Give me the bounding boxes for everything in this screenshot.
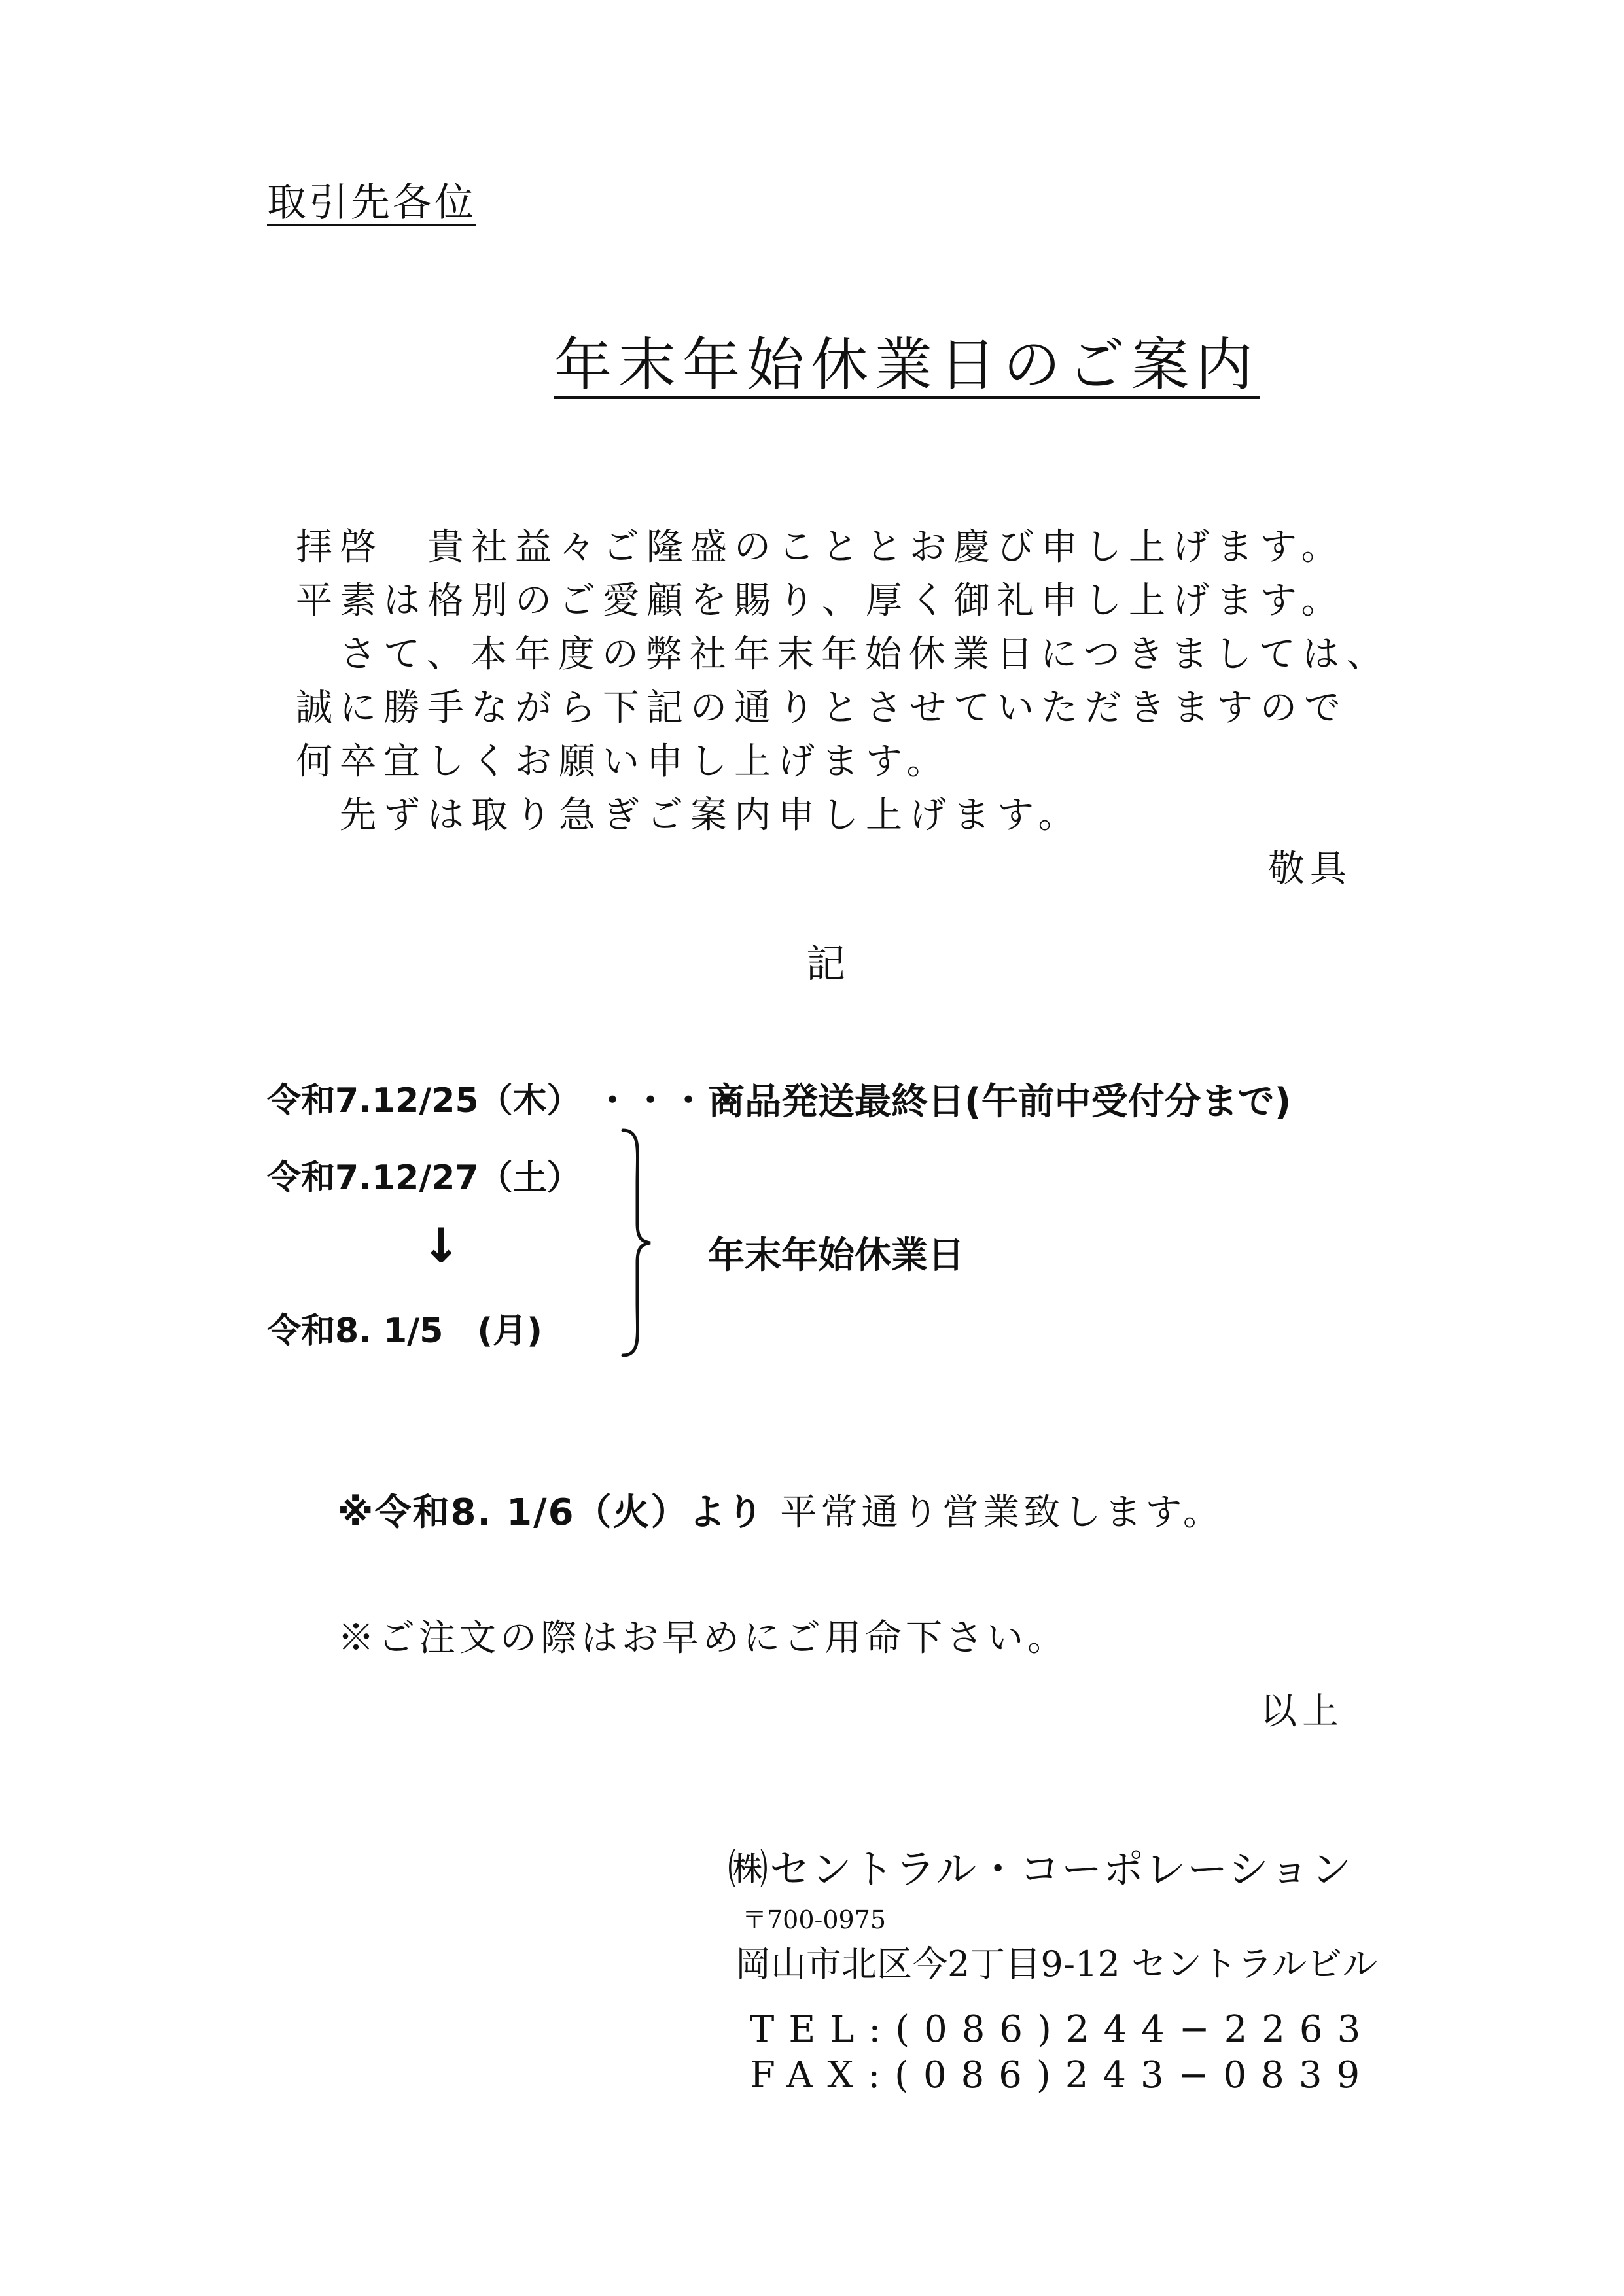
resume-date: ※令和8. 1/6（火）より — [338, 1491, 765, 1534]
body-line: 平素は格別のご愛顧を賜り、厚く御礼申し上げます。 — [296, 580, 1345, 622]
body-line: さて、本年度の弊社年末年始休業日につきましては、 — [296, 633, 1390, 676]
tel-number: TEL:(086)244−2263 — [750, 2008, 1375, 2051]
schedule-row1-description: 商品発送最終日(午前中受付分まで) — [708, 1081, 1292, 1123]
body-line: 拝啓 貴社益々ご隆盛のこととお慶び申し上げます。 — [296, 526, 1345, 568]
document-title — [0, 319, 1624, 402]
body-line: 誠に勝手ながら下記の通りとさせていただきますので — [296, 687, 1348, 729]
resume-note — [338, 1484, 1224, 1536]
schedule-row1-dots: ・・・・ — [595, 1081, 748, 1121]
document-title-text: 年末年始休業日のご案内 — [554, 331, 1260, 398]
resume-text: 平常通り営業致します。 — [764, 1491, 1224, 1534]
keigu-closing: 敬具 — [1268, 848, 1352, 890]
body-line: 先ずは取り急ぎご案内申し上げます。 — [296, 794, 1082, 837]
ijou-closing: 以上 — [1260, 1690, 1344, 1733]
company-name: ㈱セントラル・コーポレーション — [728, 1845, 1353, 1893]
order-note: ※ご注文の際はお早めにご用命下さい。 — [338, 1617, 1068, 1660]
down-arrow-icon: ↓ — [421, 1218, 461, 1273]
body-line: 何卒宜しくお願い申し上げます。 — [296, 740, 951, 783]
fax-number: FAX:(086)243−0839 — [750, 2054, 1375, 2096]
schedule-row1-date: 令和7.12/25（木） — [267, 1081, 581, 1121]
schedule-row3-date: 令和8. 1/5 (月) — [267, 1312, 542, 1351]
addressee: 取引先各位 — [267, 180, 476, 226]
ki-heading: 記 — [806, 941, 845, 987]
company-address: 岡山市北区今2丁目9-12 セントラルビル — [735, 1943, 1378, 1985]
curly-brace-icon — [615, 1125, 654, 1361]
holiday-label: 年末年始休業日 — [708, 1234, 964, 1277]
postal-code: 〒700-0975 — [742, 1905, 887, 1934]
schedule-row2-date: 令和7.12/27（土） — [267, 1158, 581, 1198]
